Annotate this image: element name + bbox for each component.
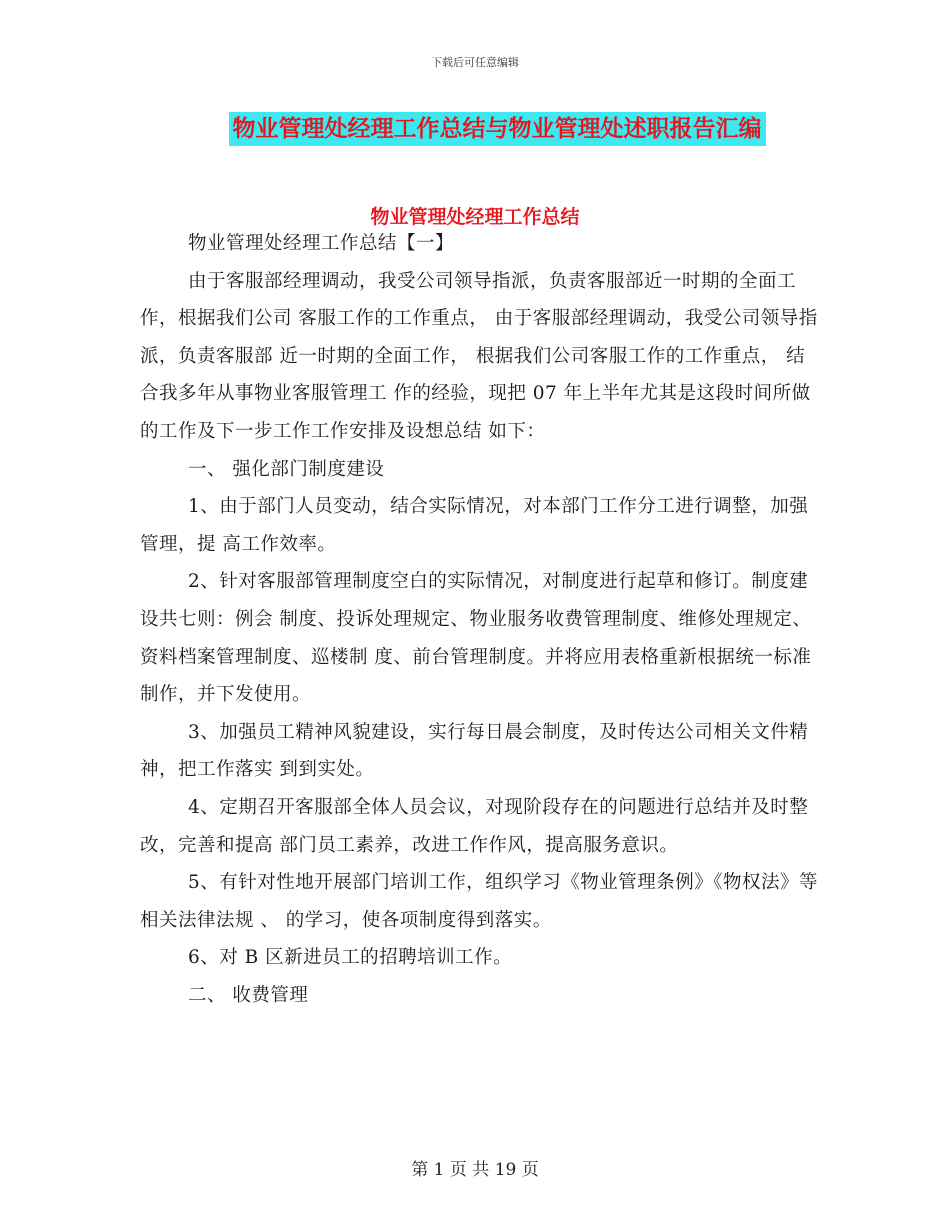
section-title: 物业管理处经理工作总结【一】 [188,233,455,254]
paragraph: 2、针对客服部管理制度空白的实际情况，对制度进行起草和修订。制度建设共七则：例会 制度、投诉处理规定、物业服务收费管理制度、维修处理规定、资料档案管理制度、巡楼制 度、前台管理制度。并将应用表格重新根据统一标准制作，并下发使用。 [140,571,812,706]
heading-item: 二、 收费管理 [188,984,309,1006]
page-header-note: 下载后可任意编辑 [431,56,519,69]
paragraph: 5、有针对性地开展部门培训工作，组织学习《物业管理条例》《物权法》等相关法律法规 、 的学习，使各项制度得到落实。 [140,872,819,931]
heading-item: 一、 强化部门制度建设 [188,458,385,480]
paragraph: 4、定期召开客服部全体人员会议，对现阶段存在的问题进行总结并及时整改，完善和提高 部门员工素养，改进工作作风，提高服务意识。 [140,796,809,856]
sub-title: 物业管理处经理工作总结 [370,206,580,228]
main-title-container [0,112,950,146]
paragraph: 由于客服部经理调动，我受公司领导指派，负责客服部近一时期的全面工作，根据我们公司 客服工作的工作重点， 由于客服部经理调动，我受公司领导指派，负责客服部 近一时期的全面工作， 根据我们公司客服工作的工作重点， 结合我多年从事物业客服管理工 作的经验，现把 07 年上半年尤其是这段时间所做的工作及下一步工作工作安排及设想总结 如下： [140,270,818,442]
page-footer: 第 1 页 共 19 页 [411,1160,539,1180]
paragraph: 3、加强员工精神风貌建设，实行每日晨会制度，及时传达公司相关文件精神，把工作落实 到到实处。 [140,721,809,781]
document-body [140,225,820,1014]
paragraph: 6、对 B 区新进员工的招聘培训工作。 [188,947,513,969]
main-title: 物业管理处经理工作总结与物业管理处述职报告汇编 [229,112,766,146]
paragraph: 1、由于部门人员变动，结合实际情况，对本部门工作分工进行调整，加强管理，提 高工作效率。 [140,496,809,555]
